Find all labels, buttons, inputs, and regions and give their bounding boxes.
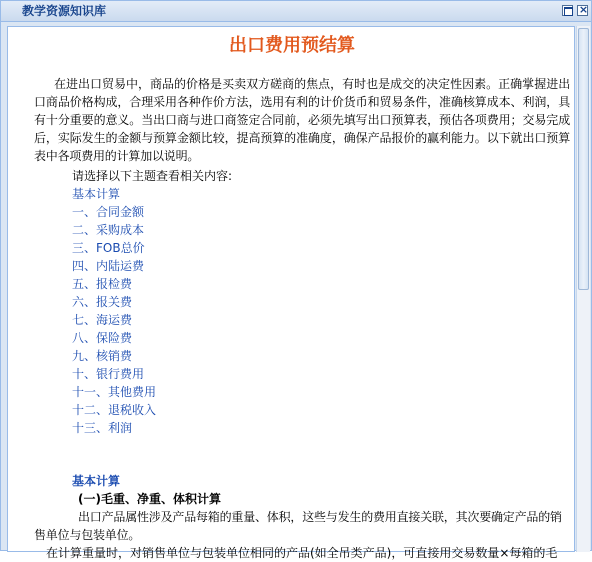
topic-list (72, 185, 156, 437)
topic-link-purchase-cost[interactable]: 二、采购成本 (72, 223, 145, 237)
topic-link-profit[interactable]: 十三、利润 (72, 421, 133, 435)
topic-link-inspection-fee[interactable]: 五、报检费 (72, 277, 133, 291)
topic-link-contract-amount[interactable]: 一、合同金额 (72, 205, 145, 219)
topic-link-inland-freight[interactable]: 四、内陆运费 (72, 259, 145, 273)
topic-link-ocean-freight[interactable]: 七、海运费 (72, 313, 133, 327)
section-heading: 基本计算 (72, 474, 121, 488)
subsection-heading: (一)毛重、净重、体积计算 (78, 492, 221, 506)
intro-paragraph: 在进出口贸易中，商品的价格是买卖双方磋商的焦点，有时也是成交的决定性因素。正确掌握进出口商品价格构成，合理采用各种作价方法，选用有利的计价货币和贸易条件，准确核算成本、利润，具有十分重要的意义。当出口商与进口商签定合同前，必须先填写出口预算表，预估各项费用；交易完成后，实际发生的金额与预算金额比较，提高预算的准确度，确保产品报价的赢利能力。以下就出口预算表中各项费用的计算加以说明。 (34, 77, 570, 163)
maximize-icon[interactable] (562, 5, 573, 16)
topic-link-other-fees[interactable]: 十一、其他费用 (72, 385, 157, 399)
topic-link-fob-total[interactable]: 三、FOB总价 (72, 241, 145, 255)
topic-link-basic-calculation[interactable]: 基本计算 (72, 187, 121, 201)
window-titlebar (1, 1, 591, 22)
vertical-scrollbar[interactable] (576, 26, 590, 552)
close-icon[interactable]: × (578, 3, 589, 16)
body-paragraph-next: 在计算重量时，对销售单位与包装单位相同的产品(如全吊类产品)，可直接用交易数量×每箱的毛 (46, 546, 558, 560)
document-panel (7, 26, 575, 560)
topic-prompt: 请选择以下主题查看相关内容: (72, 169, 233, 183)
window-title: 教学资源知识库 (22, 4, 107, 18)
topic-link-bank-charges[interactable]: 十、银行费用 (72, 367, 145, 381)
body-paragraph: 出口产品属性涉及产品每箱的重量、体积，这些与发生的费用直接关联，其次要确定产品的销售单位与包装单位。 (34, 510, 562, 542)
topic-link-verification-fee[interactable]: 九、核销费 (72, 349, 133, 363)
topic-link-tax-refund[interactable]: 十二、退税收入 (72, 403, 157, 417)
scrollbar-thumb[interactable] (578, 28, 589, 290)
document-title: 出口费用预结算 (229, 35, 355, 56)
topic-link-insurance[interactable]: 八、保险费 (72, 331, 133, 345)
topic-link-customs-fee[interactable]: 六、报关费 (72, 295, 133, 309)
